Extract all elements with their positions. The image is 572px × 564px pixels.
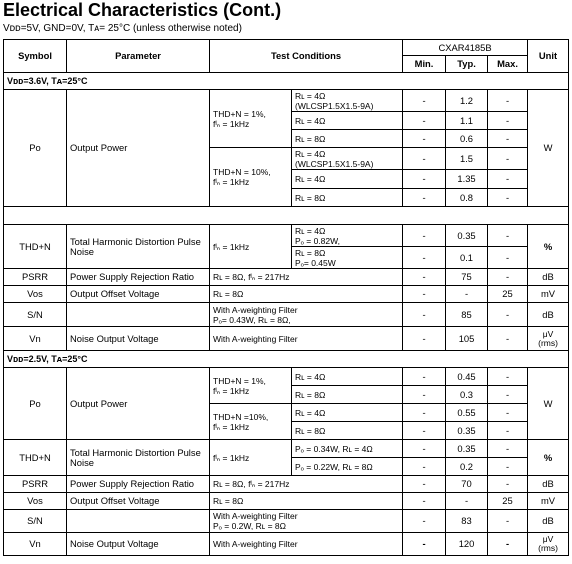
electrical-characteristics-table <box>3 39 569 556</box>
condition-cell: Rʟ = 8Ω <box>210 286 403 303</box>
max-cell: - <box>488 130 528 148</box>
condition-cell: Rʟ = 8Ω, fᴵₙ = 217Hz <box>210 269 403 286</box>
typ-cell: 1.1 <box>446 112 488 130</box>
condition-cell: Rʟ = 4Ω <box>292 170 403 189</box>
max-cell: - <box>488 189 528 207</box>
symbol-cell: Po <box>4 368 67 440</box>
condition-cell: With A-weighting Filter Pₒ= 0.43W, Rʟ = 8Ω, <box>210 303 403 327</box>
typ-cell: 105 <box>446 327 488 351</box>
unit-cell: % <box>528 225 569 269</box>
min-cell: - <box>403 404 446 422</box>
condition-group: THD+N = 1%, fᴵₙ = 1kHz <box>210 90 292 148</box>
min-cell: - <box>403 286 446 303</box>
condition-cell: Rʟ = 8Ω <box>292 386 403 404</box>
condition-group: THD+N = 10%, fᴵₙ = 1kHz <box>210 148 292 207</box>
typ-cell: 70 <box>446 476 488 493</box>
table-row <box>4 225 569 247</box>
min-cell: - <box>403 476 446 493</box>
header-max: Max. <box>488 56 528 73</box>
min-cell: - <box>403 247 446 269</box>
condition-cell: Pₒ = 0.22W, Rʟ = 8Ω <box>292 458 403 476</box>
table-row <box>4 476 569 493</box>
symbol-cell: Vn <box>4 533 67 556</box>
header-test-conditions: Test Conditions <box>210 40 403 73</box>
min-cell: - <box>403 189 446 207</box>
condition-group: THD+N =10%, fᴵₙ = 1kHz <box>210 404 292 440</box>
typ-cell: 83 <box>446 510 488 533</box>
symbol-cell: THD+N <box>4 225 67 269</box>
min-cell: - <box>403 458 446 476</box>
typ-cell: 0.3 <box>446 386 488 404</box>
table-row <box>4 440 569 458</box>
typ-cell: 0.35 <box>446 225 488 247</box>
min-cell: - <box>403 422 446 440</box>
unit-cell: W <box>528 368 569 440</box>
min-cell: - <box>403 90 446 112</box>
parameter-label: Total Harmonic Distortion Pulse Noise <box>70 446 201 468</box>
condition-cell: Rʟ = 4Ω (WLCSP1.5X1.5-9A) <box>292 148 403 170</box>
header-typ: Typ. <box>446 56 488 73</box>
max-cell: - <box>488 476 528 493</box>
typ-cell: 1.5 <box>446 148 488 170</box>
parameter-cell: Noise Output Voltage <box>67 533 210 556</box>
min-cell: - <box>403 269 446 286</box>
spacer-row <box>4 207 569 225</box>
symbol-cell: PSRR <box>4 269 67 286</box>
typ-cell: 0.35 <box>446 440 488 458</box>
min-cell: - <box>403 170 446 189</box>
header-min: Min. <box>403 56 446 73</box>
table-row <box>4 303 569 327</box>
max-cell: - <box>488 458 528 476</box>
symbol-cell: PSRR <box>4 476 67 493</box>
section-header-25v: Vᴅᴅ=2.5V, Tᴀ=25°C <box>4 351 569 368</box>
parameter-cell <box>67 510 210 533</box>
max-cell: - <box>488 386 528 404</box>
condition-cell: Rʟ = 8Ω Pₒ= 0.45W <box>292 247 403 269</box>
max-cell: - <box>488 440 528 458</box>
min-cell: - <box>403 493 446 510</box>
unit-cell: dB <box>528 269 569 286</box>
min-cell: - <box>403 303 446 327</box>
typ-cell: 0.6 <box>446 130 488 148</box>
condition-cell: Rʟ = 4Ω <box>292 404 403 422</box>
min-cell: - <box>403 148 446 170</box>
symbol-cell: Vos <box>4 493 67 510</box>
parameter-cell: Output Offset Voltage <box>67 286 210 303</box>
parameter-cell: Power Supply Rejection Ratio <box>67 269 210 286</box>
max-cell: - <box>488 269 528 286</box>
typ-cell: 85 <box>446 303 488 327</box>
condition-cell: Rʟ = 8Ω <box>210 493 403 510</box>
table-row <box>4 90 569 112</box>
max-cell: - <box>488 247 528 269</box>
parameter-cell: Output Power <box>67 368 210 440</box>
min-cell: - <box>403 112 446 130</box>
condition-cell: Rʟ = 4Ω <box>292 368 403 386</box>
symbol-cell: Vn <box>4 327 67 351</box>
parameter-cell: Power Supply Rejection Ratio <box>67 476 210 493</box>
page-title: Electrical Characteristics (Cont.) <box>3 0 282 20</box>
max-cell: - <box>488 533 528 556</box>
typ-cell: 0.35 <box>446 422 488 440</box>
condition-cell: Pₒ = 0.34W, Rʟ = 4Ω <box>292 440 403 458</box>
max-cell: - <box>488 225 528 247</box>
parameter-cell: Output Offset Voltage <box>67 493 210 510</box>
max-cell: - <box>488 404 528 422</box>
parameter-cell: Total Harmonic Distortion Pulse Noise <box>67 225 210 269</box>
max-cell: - <box>488 327 528 351</box>
condition-cell: Rʟ = 8Ω, fᴵₙ = 217Hz <box>210 476 403 493</box>
header-row <box>4 40 569 56</box>
condition-cell: Rʟ = 4Ω (WLCSP1.5X1.5-9A) <box>292 90 403 112</box>
unit-cell: μV (rms) <box>528 327 569 351</box>
condition-cell: Rʟ = 4Ω Pₒ = 0.82W, <box>292 225 403 247</box>
condition-cell: With A-weighting Filter Pₒ = 0.2W, Rʟ = 8Ω <box>210 510 403 533</box>
section-header-36v: Vᴅᴅ=3.6V, Tᴀ=25°C <box>4 73 569 90</box>
typ-cell: 0.45 <box>446 368 488 386</box>
condition-cell: Rʟ = 8Ω <box>292 130 403 148</box>
spacer-cell <box>4 207 569 225</box>
max-cell: - <box>488 510 528 533</box>
header-parameter: Parameter <box>67 40 210 73</box>
header-unit: Unit <box>528 40 569 73</box>
max-cell: - <box>488 112 528 130</box>
table-row <box>4 269 569 286</box>
max-cell: - <box>488 90 528 112</box>
header-part: CXAR4185B <box>403 40 528 56</box>
min-cell: - <box>403 130 446 148</box>
typ-cell: 1.2 <box>446 90 488 112</box>
condition-cell: With A-weighting Filter <box>210 533 403 556</box>
symbol-cell: Vos <box>4 286 67 303</box>
parameter-cell <box>67 303 210 327</box>
parameter-cell: Output Power <box>67 90 210 207</box>
symbol-cell: S/N <box>4 510 67 533</box>
max-cell: - <box>488 148 528 170</box>
max-cell: - <box>488 170 528 189</box>
condition-group: fᴵₙ = 1kHz <box>210 440 292 476</box>
condition-cell: Rʟ = 8Ω <box>292 189 403 207</box>
symbol-cell: Po <box>4 90 67 207</box>
typ-cell: 1.35 <box>446 170 488 189</box>
parameter-cell <box>67 440 210 476</box>
max-cell: 25 <box>488 493 528 510</box>
unit-cell: W <box>528 90 569 207</box>
min-cell: - <box>403 368 446 386</box>
unit-cell: dB <box>528 476 569 493</box>
typ-cell: 0.2 <box>446 458 488 476</box>
unit-cell: μV (rms) <box>528 533 569 556</box>
condition-cell: Rʟ = 8Ω <box>292 422 403 440</box>
table-row <box>4 286 569 303</box>
min-cell: - <box>403 225 446 247</box>
section-row <box>4 351 569 368</box>
page-subtitle: Vᴅᴅ=5V, GND=0V, Tᴀ= 25°C (unless otherwise noted) <box>3 23 242 34</box>
condition-group: fᴵₙ = 1kHz <box>210 225 292 269</box>
min-cell: - <box>403 440 446 458</box>
typ-cell: 75 <box>446 269 488 286</box>
unit-cell: mV <box>528 493 569 510</box>
section-row <box>4 73 569 90</box>
table-row <box>4 493 569 510</box>
condition-cell: Rʟ = 4Ω <box>292 112 403 130</box>
table-row <box>4 533 569 556</box>
unit-cell: % <box>528 440 569 476</box>
max-cell: - <box>488 422 528 440</box>
table-row <box>4 327 569 351</box>
symbol-cell: THD+N <box>4 440 67 476</box>
min-cell: - <box>403 386 446 404</box>
typ-cell: 0.1 <box>446 247 488 269</box>
min-cell: - <box>403 327 446 351</box>
typ-cell: 0.55 <box>446 404 488 422</box>
unit-cell: dB <box>528 510 569 533</box>
typ-cell: 0.8 <box>446 189 488 207</box>
max-cell: - <box>488 368 528 386</box>
typ-cell: - <box>446 493 488 510</box>
parameter-cell: Noise Output Voltage <box>67 327 210 351</box>
typ-cell: - <box>446 286 488 303</box>
symbol-cell: S/N <box>4 303 67 327</box>
table-row <box>4 368 569 386</box>
unit-cell: mV <box>528 286 569 303</box>
table-row <box>4 510 569 533</box>
typ-cell: 120 <box>446 533 488 556</box>
condition-group: THD+N = 1%, fᴵₙ = 1kHz <box>210 368 292 404</box>
max-cell: 25 <box>488 286 528 303</box>
unit-cell: dB <box>528 303 569 327</box>
min-cell: - <box>403 510 446 533</box>
header-symbol: Symbol <box>4 40 67 73</box>
max-cell: - <box>488 303 528 327</box>
min-cell: - <box>403 533 446 556</box>
condition-cell: With A-weighting Filter <box>210 327 403 351</box>
